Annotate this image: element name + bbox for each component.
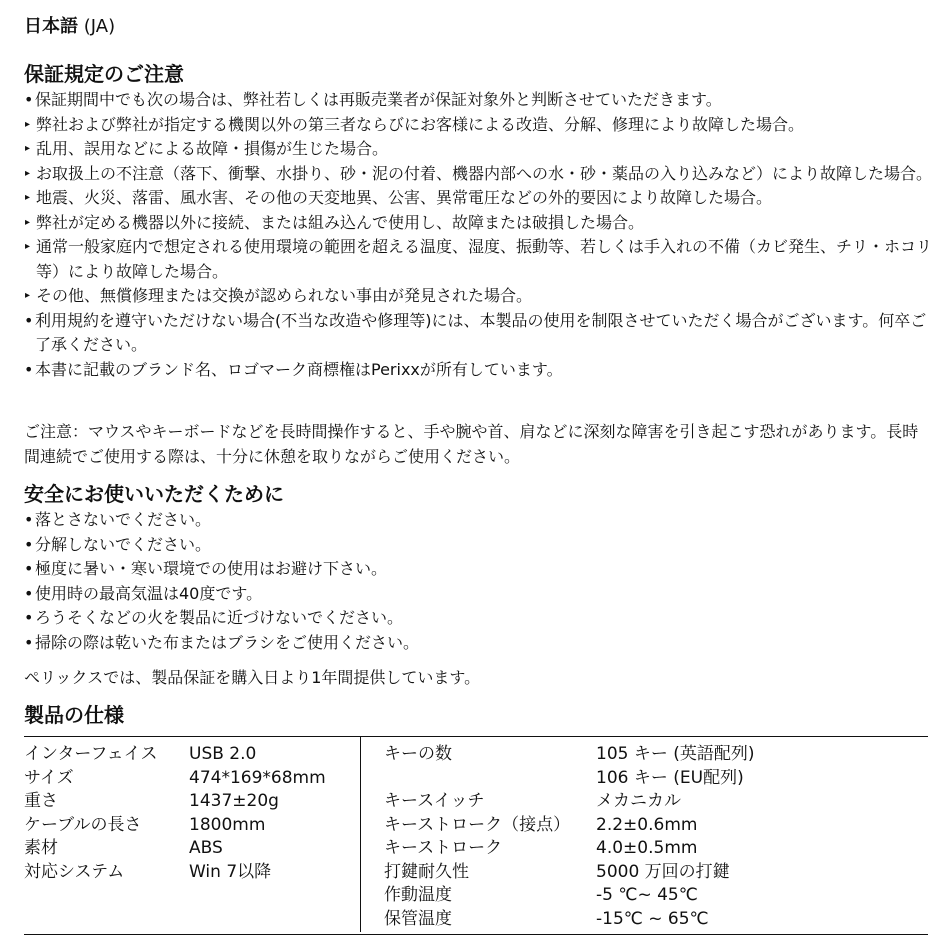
spec-row: [384, 767, 755, 791]
spec-value: 1437±20g: [189, 791, 279, 811]
spec-key: キースイッチ: [384, 791, 485, 811]
specs-bottom-rule: [24, 934, 928, 935]
spec-row: [384, 814, 755, 838]
spec-key: インターフェイス: [24, 744, 158, 764]
caution-paragraph: ご注意：マウスやキーボードなどを長時間操作すると、手や腕や首、肩などに深刻な障害を引き起こす恐れがあります。長時間連続でご使用する際は、十分に休憩を取りながらご使用ください。: [24, 422, 919, 466]
specs-right-column: [384, 743, 755, 931]
spec-value: 5000 万回の打鍵: [596, 861, 730, 882]
warranty-heading: 保証規定のご注意: [24, 62, 184, 86]
spec-row: [384, 837, 755, 861]
spec-value: 106 キー (EU配列): [596, 767, 744, 788]
warranty-sub-item: ▸ お取扱上の不注意（落下、衝撃、水掛り、砂・泥の付着、機器内部への水・砂・薬品の入り込みなど）により故障した場合。: [24, 162, 932, 187]
warranty-sub-item: ▸ その他、無償修理または交換が認められない事由が発見された場合。: [24, 284, 932, 309]
warranty-list: [24, 88, 932, 382]
spec-key: キーの数: [384, 744, 452, 764]
safety-item: • ろうそくなどの火を製品に近づけないでください。: [24, 606, 932, 631]
warranty-bullet-item: • 利用規約を遵守いただけない場合(不当な改造や修理等)には、本製品の使用を制限させていただく場合がございます。何卒ご了承ください。: [24, 309, 932, 358]
warranty-period-note: ペリックスでは、製品保証を購入日より1年間提供しています。: [24, 668, 481, 687]
spec-key: [384, 767, 596, 791]
spec-value: 474*169*68mm: [189, 767, 326, 788]
warranty-sub-item: ▸ 弊社および弊社が指定する機関以外の第三者ならびにお客様による改造、分解、修理により故障した場合。: [24, 113, 932, 138]
spec-row: [384, 908, 755, 932]
spec-value: 4.0±0.5mm: [596, 838, 698, 858]
specs-top-rule: [24, 736, 928, 737]
spec-row: [384, 861, 755, 885]
spec-key: 対応システム: [24, 861, 125, 882]
spec-row: [384, 743, 755, 767]
warranty-sub-item: ▸ 地震、火災、落雷、風水害、その他の天変地異、公害、異常電圧などの外的要因により故障した場合。: [24, 186, 932, 211]
spec-row: [24, 767, 326, 791]
warranty-bullet-item: • 保証期間中でも次の場合は、弊社若しくは再販売業者が保証対象外と判断させていただきます。: [24, 88, 932, 113]
safety-list: [24, 508, 932, 655]
spec-value: ABS: [189, 838, 223, 858]
specs-divider: [360, 736, 361, 932]
spec-key: キーストローク（接点）: [384, 814, 571, 835]
spec-row: [24, 861, 326, 885]
language-label: [24, 12, 115, 38]
spec-row: [24, 790, 326, 814]
spec-row: [24, 837, 326, 861]
spec-value: 105 キー (英語配列): [596, 744, 755, 764]
spec-key: 作動温度: [384, 885, 452, 905]
spec-key: 打鍵耐久性: [384, 861, 469, 882]
safety-heading: 安全にお使いいただくために: [24, 482, 284, 506]
spec-key: 保管温度: [384, 908, 452, 929]
language-code: (JA): [83, 16, 116, 37]
warranty-sub-item: ▸ 乱用、誤用などによる故障・損傷が生じた場合。: [24, 137, 932, 162]
safety-item: • 掃除の際は乾いた布またはブラシをご使用ください。: [24, 631, 932, 656]
spec-key: ケーブルの長さ: [24, 814, 142, 835]
spec-value: Win 7以降: [189, 861, 272, 882]
spec-key: サイズ: [24, 767, 74, 788]
spec-row: [24, 743, 326, 767]
spec-key: 素材: [24, 838, 58, 858]
spec-value: メカニカル: [596, 791, 681, 811]
specs-left-column: [24, 743, 326, 884]
safety-item: • 使用時の最高気温は40度です。: [24, 582, 932, 607]
warranty-sub-item: ▸ 弊社が定める機器以外に接続、または組み込んで使用し、故障または破損した場合。: [24, 211, 932, 236]
safety-item: • 極度に暑い・寒い環境での使用はお避け下さい。: [24, 557, 932, 582]
safety-item: • 分解しないでください。: [24, 533, 932, 558]
spec-key: キーストローク: [384, 838, 503, 858]
warranty-sub-item: ▸ 通常一般家庭内で想定される使用環境の範囲を超える温度、湿度、振動等、若しくは手入れの不備（カビ発生、チリ・ホコリ等）により故障した場合。: [24, 235, 932, 284]
spec-value: 2.2±0.6mm: [596, 814, 698, 835]
spec-row: [384, 790, 755, 814]
spec-value: -15℃ ~ 65℃: [596, 908, 709, 929]
spec-value: -5 ℃~ 45℃: [596, 885, 698, 905]
spec-key: 重さ: [24, 791, 58, 811]
language-name: 日本語: [24, 16, 78, 37]
spec-row: [24, 814, 326, 838]
spec-row: [384, 884, 755, 908]
safety-item: • 落とさないでください。: [24, 508, 932, 533]
spec-value: USB 2.0: [189, 744, 257, 764]
warranty-bullet-item: • 本書に記載のブランド名、ロゴマーク商標権はPerixxが所有しています。: [24, 358, 932, 383]
specs-heading: 製品の仕様: [24, 703, 124, 727]
spec-value: 1800mm: [189, 814, 266, 835]
